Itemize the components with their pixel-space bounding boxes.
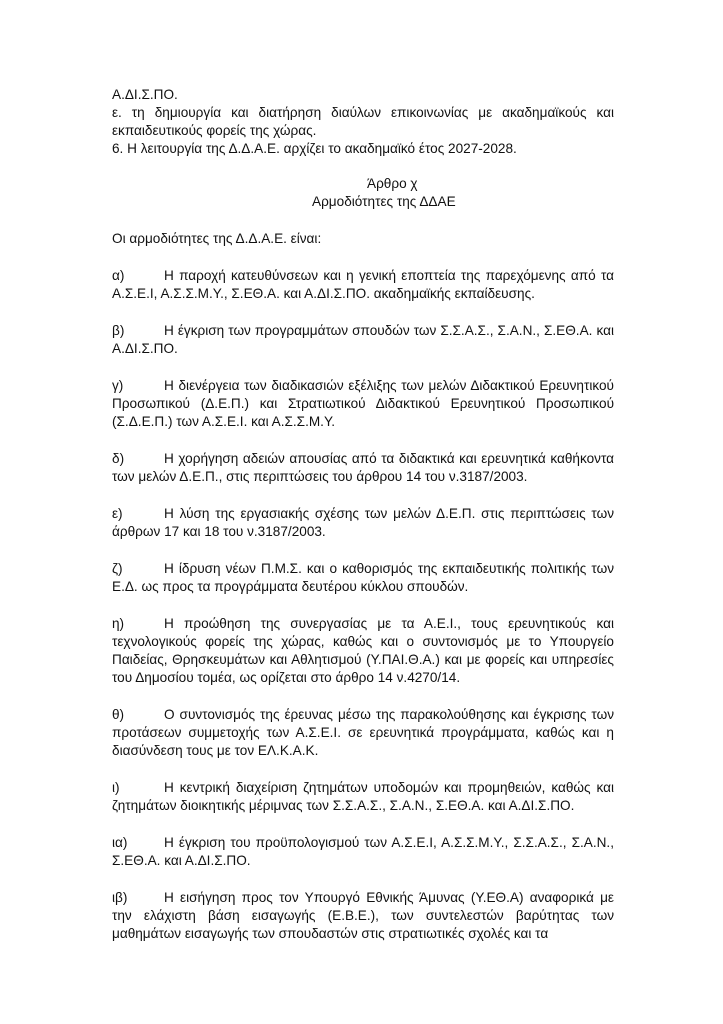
- item-label: α): [112, 268, 125, 283]
- list-item: [112, 267, 614, 303]
- article-heading: [112, 175, 614, 211]
- list-item: [112, 706, 614, 760]
- item-text: Η λύση της εργασιακής σχέσης των μελών Δ.Ε.Π. στις περιπτώσεις των άρθρων 17 και 18 του ν.3187/2003.: [112, 506, 614, 539]
- item-text: Η προώθηση της συνεργασίας με τα Α.Ε.Ι., τους ερευνητικούς και τεχνολογικούς φορείς της χώρας, καθώς και ο συντονισμός με το Υπουργείο Παιδείας, Θρησκευμάτων και Αθλητισμού (Υ.ΠΑΙ.Θ.Α.) και με φορείς και υπηρεσίες του Δημοσίου τομέα, ως ορίζεται στο άρθρο 14 ν.4270/14.: [112, 616, 614, 685]
- sub-item-e: ε. τη δημιουργία και διατήρηση διαύλων επικοινωνίας με ακαδημαϊκούς και εκπαιδευτικούς φορείς της χώρας.: [112, 105, 614, 138]
- item-label: η): [112, 616, 125, 631]
- list-item: [112, 560, 614, 596]
- continued-line: Α.ΔΙ.Σ.ΠΟ.: [112, 87, 178, 102]
- article-number: Άρθρο χ: [367, 176, 418, 191]
- item-text: Η έγκριση των προγραμμάτων σπουδών των Σ.Σ.Α.Σ., Σ.Α.Ν., Σ.ΕΘ.Α. και Α.ΔΙ.Σ.ΠΟ.: [112, 323, 614, 356]
- item-text: Η διενέργεια των διαδικασιών εξέλιξης των μελών Διδακτικού Ερευνητικού Προσωπικού (Δ.Ε.Π.) και Στρατιωτικού Διδακτικού Ερευνητικού Προσωπικού (Σ.Δ.Ε.Π.) των Α.Σ.Ε.Ι. και Α.Σ.Σ.Μ.Υ.: [112, 378, 614, 429]
- list-item: [112, 779, 614, 815]
- list-item: [112, 450, 614, 486]
- item-text: Η κεντρική διαχείριση ζητημάτων υποδομών και προμηθειών, καθώς και ζητημάτων διοικητικής μέριμνας των Σ.Σ.Α.Σ., Σ.Α.Ν., Σ.ΕΘ.Α. και Α.ΔΙ.Σ.ΠΟ.: [112, 780, 614, 813]
- list-item: [112, 322, 614, 358]
- list-item: [112, 377, 614, 431]
- list-item: [112, 615, 614, 687]
- article-title: Αρμοδιότητες της ΔΔΑΕ: [312, 194, 456, 209]
- item-label: ζ): [112, 561, 123, 576]
- item-text: Η ίδρυση νέων Π.Μ.Σ. και ο καθορισμός της εκπαιδευτικής πολιτικής των Ε.Δ. ως προς τα προγράμματα δευτέρου κύκλου σπουδών.: [112, 561, 614, 594]
- item-label: θ): [112, 707, 125, 722]
- item-text: Η έγκριση του προϋπολογισμού των Α.Σ.Ε.Ι, Α.Σ.Σ.Μ.Υ., Σ.Σ.Α.Σ., Σ.Α.Ν., Σ.ΕΘ.Α. και Α.ΔΙ.Σ.ΠΟ.: [112, 835, 614, 868]
- item-label: γ): [112, 378, 124, 393]
- list-item: [112, 505, 614, 541]
- item-label: ι): [112, 780, 120, 795]
- item-text: Η χορήγηση αδειών απουσίας από τα διδακτικά και ερευνητικά καθήκοντα των μελών Δ.Ε.Π., στις περιπτώσεις του άρθρου 14 του ν.3187/2003.: [112, 451, 614, 484]
- intro-paragraph: Οι αρμοδιότητες της Δ.Δ.Α.Ε. είναι:: [112, 231, 322, 246]
- list-item: [112, 834, 614, 870]
- item-label: ια): [112, 835, 128, 850]
- item-text: Η εισήγηση προς τον Υπουργό Εθνικής Άμυνας (Υ.ΕΘ.Α) αναφορικά με την ελάχιστη βάση εισαγωγής (Ε.Β.Ε.), των συντελεστών βαρύτητας των μαθημάτων εισαγωγής των σπουδαστών στις στρατιωτικές σχολές και τα: [112, 890, 614, 941]
- paragraph-6: 6. Η λειτουργία της Δ.Δ.Α.Ε. αρχίζει το ακαδημαϊκό έτος 2027-2028.: [112, 141, 517, 156]
- item-text: Ο συντονισμός της έρευνας μέσω της παρακολούθησης και έγκρισης των προτάσεων συμμετοχής των Α.Σ.Ε.Ι. σε ερευνητικά προγράμματα, καθώς και η διασύνδεση τους με τον ΕΛ.Κ.Α.Κ.: [112, 707, 614, 758]
- document-body: [112, 86, 614, 943]
- competences-list: [112, 267, 614, 943]
- list-item: [112, 889, 614, 943]
- item-label: β): [112, 323, 125, 338]
- item-label: ιβ): [112, 890, 128, 905]
- item-text: Η παροχή κατευθύνσεων και η γενική εποπτεία της παρεχόμενης από τα Α.Σ.Ε.Ι, Α.Σ.Σ.Μ.Υ., Σ.ΕΘ.Α. και Α.ΔΙ.Σ.ΠΟ. ακαδημαϊκής εκπαίδευσης.: [112, 268, 614, 301]
- item-label: δ): [112, 451, 125, 466]
- item-label: ε): [112, 506, 123, 521]
